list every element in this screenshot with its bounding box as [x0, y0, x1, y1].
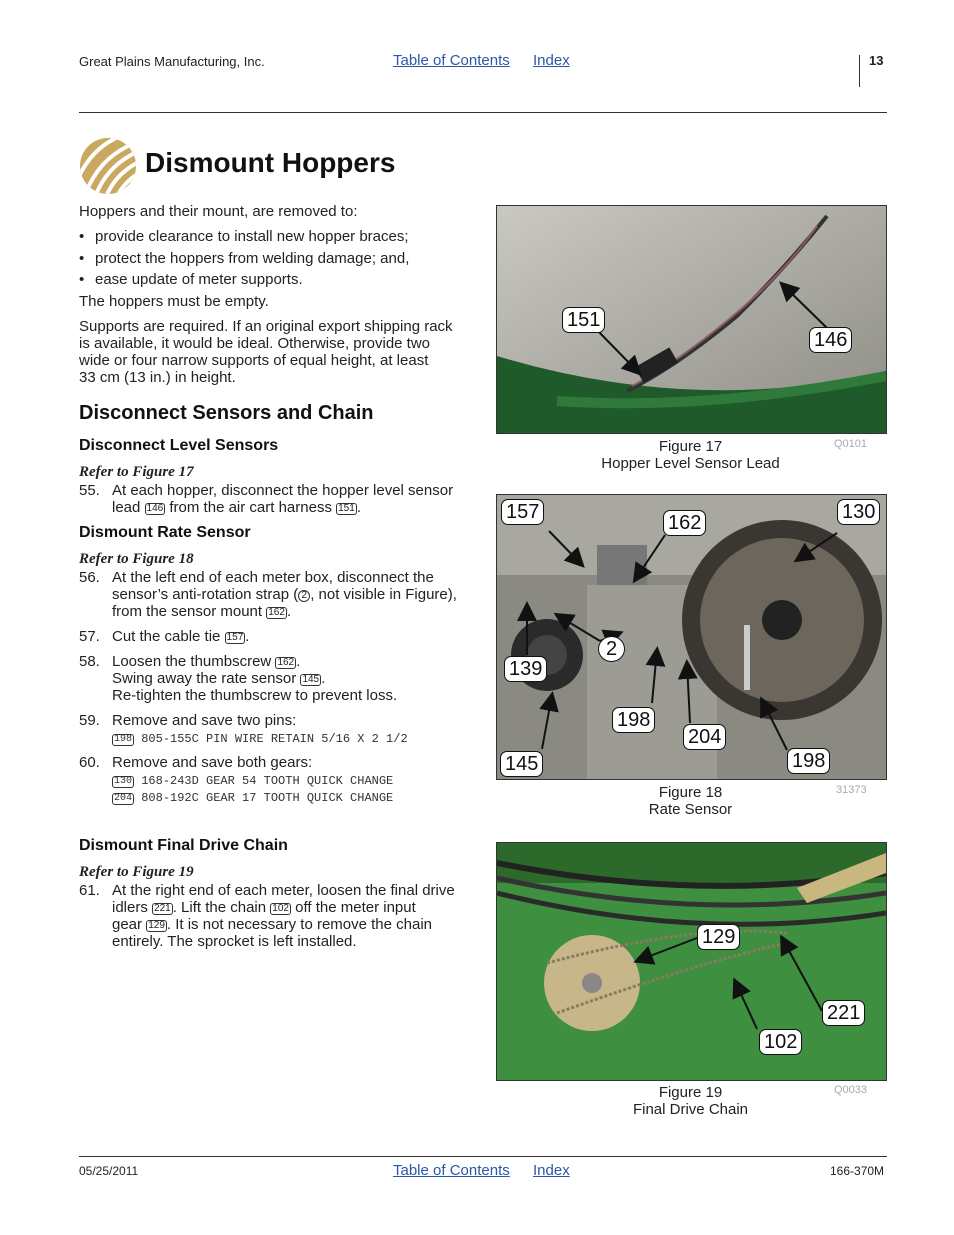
toc-link-header[interactable]: Table of Contents: [393, 52, 510, 69]
empty-note: The hoppers must be empty.: [79, 293, 269, 310]
doc-number: 166-370M: [830, 1164, 885, 1178]
step-59: 59. Remove and save two pins:: [79, 712, 297, 729]
part-198: 198 805-155C PIN WIRE RETAIN 5/16 X 2 1/2: [114, 732, 408, 746]
callout-129: 129: [148, 920, 165, 931]
page-number: 13: [869, 53, 884, 68]
rate-sensor-heading: Dismount Rate Sensor: [79, 524, 251, 541]
final-drive-heading: Dismount Final Drive Chain: [79, 837, 288, 854]
step-58: 58. Loosen the thumbscrew 162 . Swing away the rate sensor 145 . Re-tighten the thumbscrew to prevent loss.: [79, 653, 398, 704]
refer-figure-19: Refer to Figure 19: [79, 864, 194, 880]
part-130: 130 168-243D GEAR 54 TOOTH QUICK CHANGE: [114, 774, 394, 788]
page-title: Dismount Hoppers: [145, 147, 396, 178]
callout-130: 130: [114, 776, 133, 787]
figure-19-drawing: [497, 843, 886, 1080]
figure-18-callout-162: 162: [663, 510, 706, 536]
callout-151: 151: [338, 503, 355, 514]
step-61: 61. At the right end of each meter, loosen the final drive idlers 221 . Lift the chain 102 off the meter input gear 129 . It is not necessary to remove the chain entirely. The sprocket is left installed.: [79, 882, 455, 950]
callout-157: 157: [226, 632, 244, 643]
great-plains-logo-icon: [79, 137, 137, 195]
callout-221: 221: [154, 903, 171, 914]
intro-lead: Hoppers and their mount, are removed to:: [79, 203, 358, 220]
footer-date: 05/25/2011: [79, 1164, 139, 1178]
figure-18-photo: [496, 494, 887, 780]
step-57: 57. Cut the cable tie 157 .: [79, 628, 250, 645]
figure-17-callout-146: 146: [809, 327, 852, 353]
callout-198: 198: [114, 734, 133, 745]
callout-2: 2: [298, 590, 310, 602]
callout-162: 162: [277, 657, 295, 668]
figure-17-callout-151: 151: [562, 307, 605, 333]
intro-bullets: [79, 228, 479, 293]
figure-18-callout-145: 145: [500, 751, 543, 777]
figure-18-callout-2: 2: [598, 636, 625, 662]
header-divider: [859, 55, 860, 87]
callout-162: 162: [268, 607, 285, 618]
figure-19-caption: Figure 19 Final Drive Chain: [632, 1084, 749, 1118]
figure-18-callout-157: 157: [501, 499, 544, 525]
company-name: Great Plains Manufacturing, Inc.: [79, 54, 265, 69]
callout-145: 145: [302, 674, 320, 685]
part-204: 204 808-192C GEAR 17 TOOTH QUICK CHANGE: [114, 791, 394, 805]
figure-17-caption: Figure 17 Hopper Level Sensor Lead: [601, 438, 780, 472]
list-item: • protect the hoppers from welding damage; and,: [79, 249, 410, 267]
header-rule: [79, 112, 887, 113]
callout-204: 204: [114, 793, 133, 804]
section-heading: Disconnect Sensors and Chain: [79, 402, 374, 424]
step-60: 60. Remove and save both gears:: [79, 754, 313, 771]
toc-link-footer[interactable]: Table of Contents: [393, 1162, 510, 1179]
figure-17-drawing: [497, 206, 886, 433]
figure-18-callout-130: 130: [837, 499, 880, 525]
step-56: 56. At the left end of each meter box, disconnect the sensor’s anti-rotation strap ( 2 , not visible in Figure), from the sensor mount 162 .: [79, 569, 457, 620]
step-55: 55. At each hopper, disconnect the hopper level sensor lead 146 from the air cart harness 151 .: [79, 482, 454, 516]
index-link-footer[interactable]: Index: [533, 1162, 570, 1179]
footer-rule: [79, 1156, 887, 1157]
callout-146: 146: [146, 503, 164, 514]
figure-19-callout-221: 221: [822, 1000, 865, 1026]
figure-18-callout-139: 139: [504, 656, 547, 682]
refer-figure-18: Refer to Figure 18: [79, 551, 194, 567]
figure-19-callout-102: 102: [759, 1029, 802, 1055]
figure-18-callout-198-right: 198: [787, 748, 830, 774]
figure-17-id: Q0101: [834, 438, 868, 450]
refer-figure-17: Refer to Figure 17: [79, 464, 194, 480]
figure-19-id: Q0033: [834, 1084, 868, 1096]
figure-17-photo: [496, 205, 887, 434]
callout-102: 102: [272, 903, 289, 914]
figure-18-id: 31373: [836, 784, 867, 796]
list-item: • provide clearance to install new hopper braces;: [79, 228, 409, 245]
supports-paragraph: Supports are required. If an original export shipping rack is available, it would be ideal. Otherwise, provide two wide or four narrow supports of equal height, at least 33 cm (13 in.) in height.: [79, 318, 453, 386]
figure-19-callout-129: 129: [697, 924, 740, 950]
figure-18-callout-204: 204: [683, 724, 726, 750]
index-link-header[interactable]: Index: [533, 52, 570, 69]
list-item: • ease update of meter supports.: [79, 271, 303, 288]
figure-18-callout-198-left: 198: [612, 707, 655, 733]
figure-18-caption: Figure 18 Rate Sensor: [648, 784, 733, 818]
figure-19-photo: [496, 842, 887, 1081]
level-sensors-heading: Disconnect Level Sensors: [79, 437, 279, 454]
